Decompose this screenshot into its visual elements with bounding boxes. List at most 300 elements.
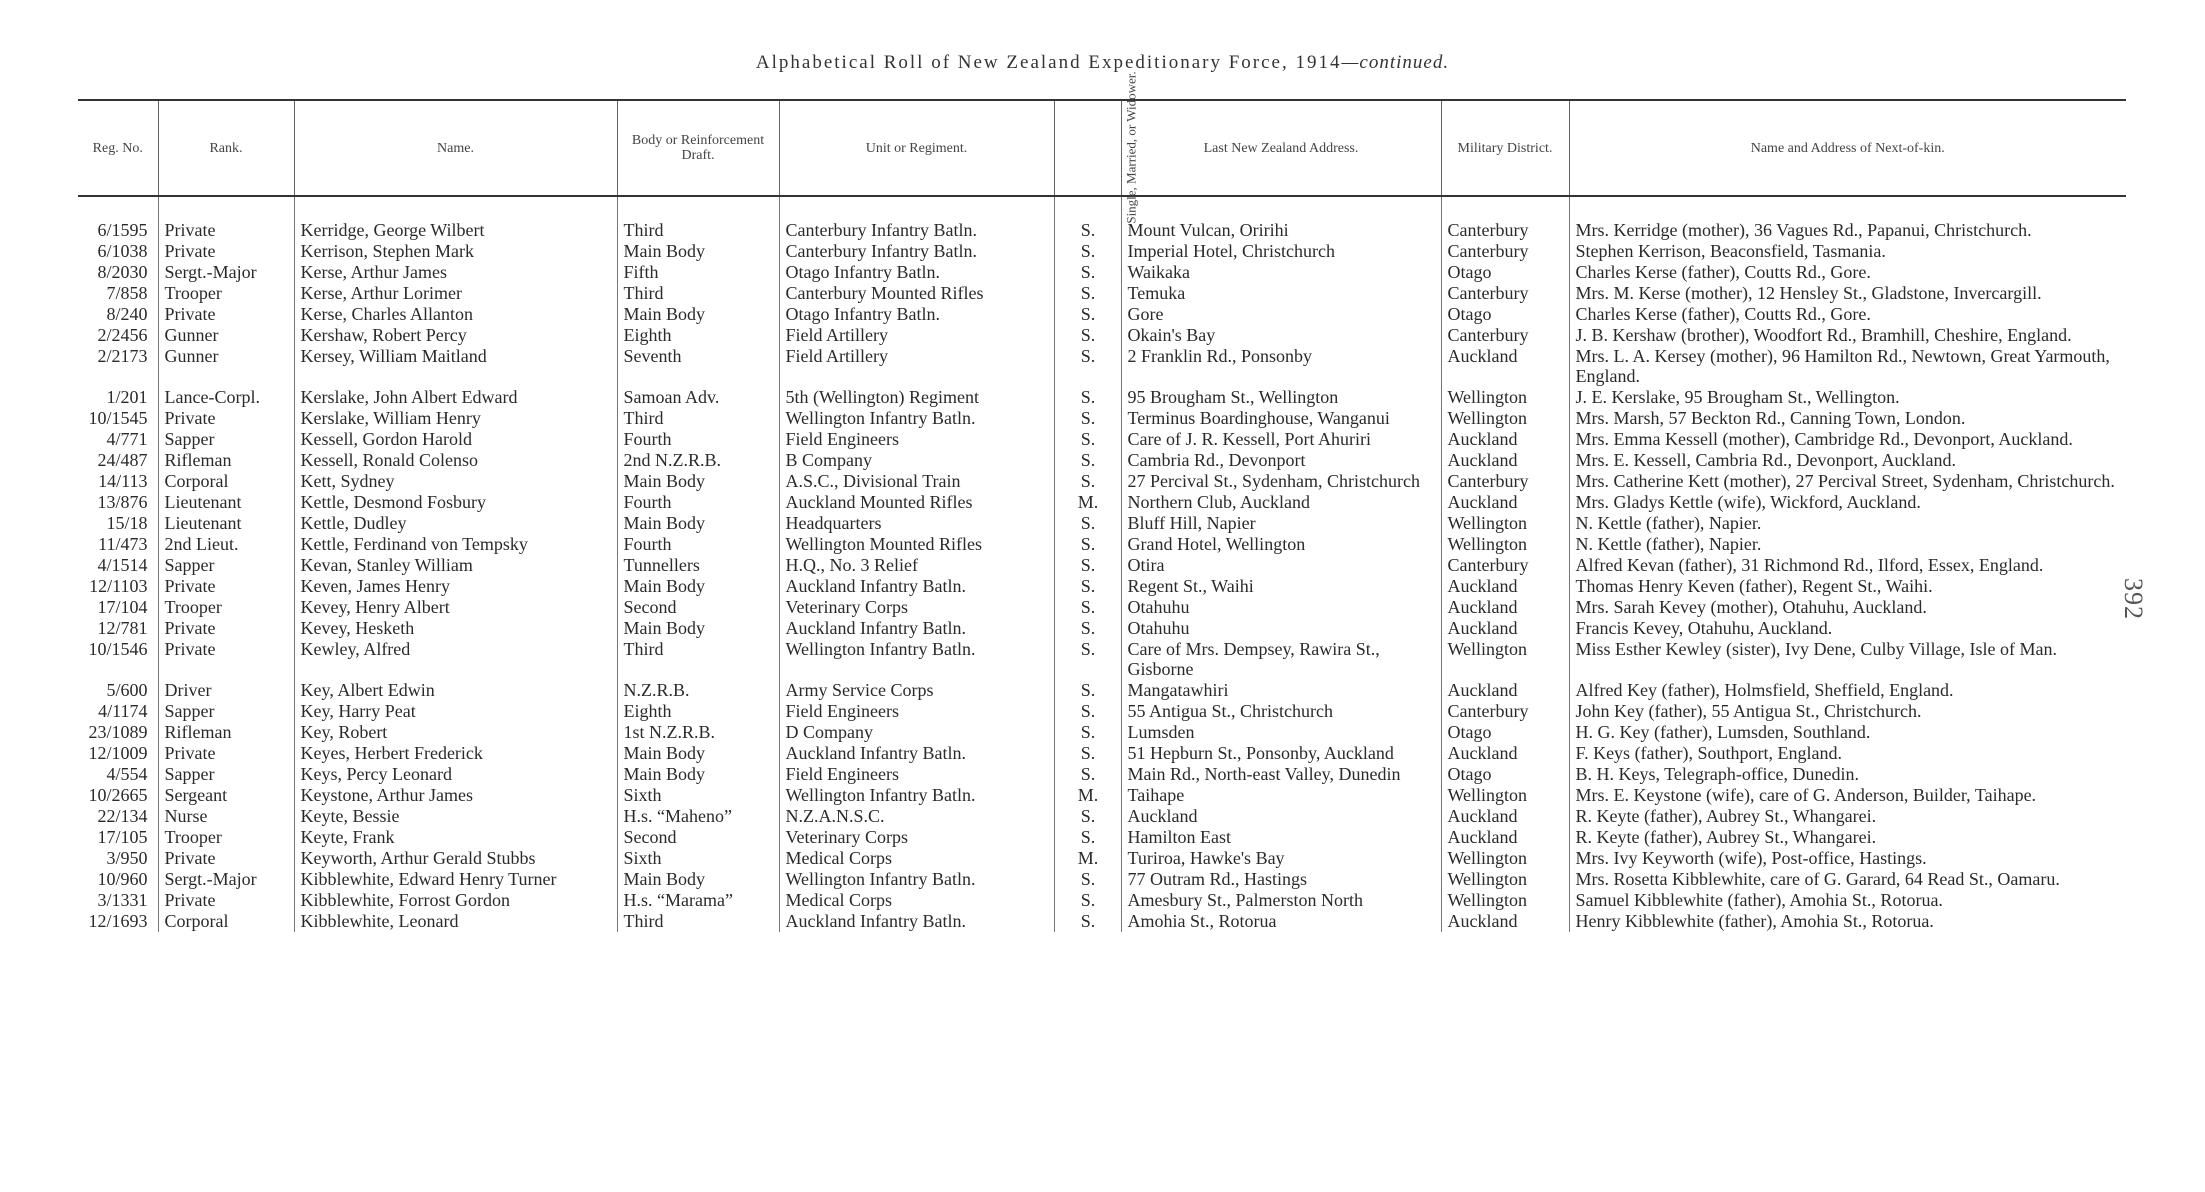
address-cell: Terminus Boardinghouse, Wanganui [1121, 408, 1441, 429]
table-row [78, 492, 2126, 513]
next-of-kin-cell: Alfred Key (father), Holmsfield, Sheffield, England. [1575, 680, 1954, 700]
address-cell: 27 Percival St., Sydenham, Christchurch [1121, 471, 1441, 492]
col-name: Name. [294, 100, 617, 196]
district-cell: Otago [1441, 764, 1569, 785]
name-cell: Kibblewhite, Forrost Gordon [294, 890, 617, 911]
table-row [78, 262, 2126, 283]
page-number: 392 [2119, 578, 2148, 620]
draft-cell: H.s. “Maheno” [617, 806, 779, 827]
marital-cell: S. [1054, 806, 1121, 827]
rank-cell: Private [158, 576, 294, 597]
draft-cell: Third [617, 911, 779, 932]
draft-cell: Samoan Adv. [617, 387, 779, 408]
unit-cell: Medical Corps [779, 848, 1054, 869]
district-cell: Canterbury [1441, 241, 1569, 262]
table-body [78, 196, 2126, 932]
district-cell: Wellington [1441, 534, 1569, 555]
district-cell: Canterbury [1441, 471, 1569, 492]
name-cell: Kerridge, George Wilbert [294, 220, 617, 241]
draft-cell: Main Body [617, 576, 779, 597]
marital-cell: S. [1054, 890, 1121, 911]
district-cell: Canterbury [1441, 701, 1569, 722]
rank-cell: Lieutenant [158, 513, 294, 534]
col-marital-label: Single, Married, or Widower. [1123, 70, 1139, 224]
rank-cell: Trooper [158, 597, 294, 618]
district-cell: Wellington [1441, 890, 1569, 911]
name-cell: Keyte, Frank [294, 827, 617, 848]
unit-cell: Veterinary Corps [779, 827, 1054, 848]
district-cell: Auckland [1441, 827, 1569, 848]
address-cell: Otira [1121, 555, 1441, 576]
marital-cell: S. [1054, 701, 1121, 722]
district-cell: Auckland [1441, 576, 1569, 597]
table-row [78, 764, 2126, 785]
district-cell: Wellington [1441, 408, 1569, 429]
draft-cell: Third [617, 408, 779, 429]
draft-cell: Main Body [617, 743, 779, 764]
reg-no-cell: 3/1331 [78, 890, 158, 911]
name-cell: Kibblewhite, Leonard [294, 911, 617, 932]
marital-cell: S. [1054, 304, 1121, 325]
district-cell: Auckland [1441, 806, 1569, 827]
rank-cell: Nurse [158, 806, 294, 827]
col-draft: Body or Reinforcement Draft. [617, 100, 779, 196]
table-row [78, 827, 2126, 848]
next-of-kin-cell: B. H. Keys, Telegraph-office, Dunedin. [1575, 764, 1859, 784]
col-reg-no: Reg. No. [78, 100, 158, 196]
address-cell: Amesbury St., Palmerston North [1121, 890, 1441, 911]
name-cell: Kettle, Ferdinand von Tempsky [294, 534, 617, 555]
draft-cell: Fourth [617, 429, 779, 450]
name-cell: Kerslake, John Albert Edward [294, 387, 617, 408]
draft-cell: Third [617, 220, 779, 241]
draft-cell: Main Body [617, 304, 779, 325]
reg-no-cell: 11/473 [78, 534, 158, 555]
unit-cell: H.Q., No. 3 Relief [779, 555, 1054, 576]
unit-cell: N.Z.A.N.S.C. [779, 806, 1054, 827]
table-row [78, 304, 2126, 325]
table-row [78, 429, 2126, 450]
rank-cell: Trooper [158, 283, 294, 304]
next-of-kin-cell: J. B. Kershaw (brother), Woodfort Rd., Bramhill, Cheshire, England. [1575, 325, 2072, 345]
next-of-kin-cell: Miss Esther Kewley (sister), Ivy Dene, Culby Village, Isle of Man. [1575, 639, 2057, 659]
header-spacer [78, 196, 2126, 220]
table-row [78, 869, 2126, 890]
next-of-kin-cell: Mrs. Rosetta Kibblewhite, care of G. Garard, 64 Read St., Oamaru. [1575, 869, 2060, 889]
table-row [78, 241, 2126, 262]
draft-cell: Eighth [617, 325, 779, 346]
draft-cell: Third [617, 283, 779, 304]
next-of-kin-cell: J. E. Kerslake, 95 Brougham St., Wellington. [1575, 387, 1900, 407]
marital-cell: S. [1054, 387, 1121, 408]
unit-cell: Field Artillery [779, 346, 1054, 387]
unit-cell: Field Engineers [779, 764, 1054, 785]
rank-cell: Private [158, 848, 294, 869]
address-cell: Otahuhu [1121, 618, 1441, 639]
name-cell: Kessell, Ronald Colenso [294, 450, 617, 471]
next-of-kin-cell: Mrs. Catherine Kett (mother), 27 Percival Street, Sydenham, Christchurch. [1575, 471, 2115, 491]
unit-cell: B Company [779, 450, 1054, 471]
address-cell: Mangatawhiri [1121, 680, 1441, 701]
marital-cell: S. [1054, 680, 1121, 701]
rank-cell: Gunner [158, 325, 294, 346]
unit-cell: Wellington Infantry Batln. [779, 869, 1054, 890]
name-cell: Keyworth, Arthur Gerald Stubbs [294, 848, 617, 869]
address-cell: 2 Franklin Rd., Ponsonby [1121, 346, 1441, 387]
unit-cell: 5th (Wellington) Regiment [779, 387, 1054, 408]
district-cell: Canterbury [1441, 220, 1569, 241]
unit-cell: A.S.C., Divisional Train [779, 471, 1054, 492]
reg-no-cell: 17/104 [78, 597, 158, 618]
table-row [78, 743, 2126, 764]
name-cell: Kessell, Gordon Harold [294, 429, 617, 450]
rank-cell: Sapper [158, 555, 294, 576]
table-row [78, 283, 2126, 304]
reg-no-cell: 4/1174 [78, 701, 158, 722]
marital-cell: S. [1054, 639, 1121, 680]
unit-cell: Veterinary Corps [779, 597, 1054, 618]
unit-cell: Auckland Infantry Batln. [779, 576, 1054, 597]
unit-cell: Canterbury Mounted Rifles [779, 283, 1054, 304]
reg-no-cell: 6/1595 [78, 220, 158, 241]
rank-cell: Corporal [158, 911, 294, 932]
rank-cell: Sergeant [158, 785, 294, 806]
rank-cell: Private [158, 304, 294, 325]
rank-cell: Sergt.-Major [158, 869, 294, 890]
draft-cell: 1st N.Z.R.B. [617, 722, 779, 743]
marital-cell: S. [1054, 722, 1121, 743]
district-cell: Wellington [1441, 869, 1569, 890]
table-row [78, 722, 2126, 743]
district-cell: Canterbury [1441, 283, 1569, 304]
rank-cell: Rifleman [158, 450, 294, 471]
district-cell: Otago [1441, 262, 1569, 283]
col-rank: Rank. [158, 100, 294, 196]
reg-no-cell: 10/960 [78, 869, 158, 890]
name-cell: Kerslake, William Henry [294, 408, 617, 429]
unit-cell: Auckland Infantry Batln. [779, 911, 1054, 932]
address-cell: Cambria Rd., Devonport [1121, 450, 1441, 471]
marital-cell: S. [1054, 283, 1121, 304]
next-of-kin-cell: F. Keys (father), Southport, England. [1575, 743, 1843, 763]
unit-cell: Wellington Mounted Rifles [779, 534, 1054, 555]
address-cell: Amohia St., Rotorua [1121, 911, 1441, 932]
address-cell: Northern Club, Auckland [1121, 492, 1441, 513]
name-cell: Key, Harry Peat [294, 701, 617, 722]
rank-cell: Lieutenant [158, 492, 294, 513]
name-cell: Kerse, Arthur James [294, 262, 617, 283]
address-cell: Auckland [1121, 806, 1441, 827]
draft-cell: Fourth [617, 534, 779, 555]
rank-cell: Lance-Corpl. [158, 387, 294, 408]
rank-cell: Sapper [158, 701, 294, 722]
col-unit: Unit or Regiment. [779, 100, 1054, 196]
draft-cell: Third [617, 639, 779, 680]
reg-no-cell: 3/950 [78, 848, 158, 869]
address-cell: Care of Mrs. Dempsey, Rawira St., Gisborne [1121, 639, 1441, 680]
draft-cell: Eighth [617, 701, 779, 722]
rank-cell: Private [158, 241, 294, 262]
name-cell: Kett, Sydney [294, 471, 617, 492]
table-row [78, 597, 2126, 618]
table-row [78, 848, 2126, 869]
marital-cell: S. [1054, 743, 1121, 764]
table-row [78, 911, 2126, 932]
unit-cell: Auckland Mounted Rifles [779, 492, 1054, 513]
marital-cell: S. [1054, 827, 1121, 848]
district-cell: Wellington [1441, 513, 1569, 534]
marital-cell: M. [1054, 848, 1121, 869]
reg-no-cell: 2/2456 [78, 325, 158, 346]
name-cell: Kettle, Desmond Fosbury [294, 492, 617, 513]
marital-cell: S. [1054, 220, 1121, 241]
name-cell: Kerse, Charles Allanton [294, 304, 617, 325]
next-of-kin-cell: N. Kettle (father), Napier. [1575, 513, 1762, 533]
unit-cell: Headquarters [779, 513, 1054, 534]
district-cell: Auckland [1441, 618, 1569, 639]
next-of-kin-cell: John Key (father), 55 Antigua St., Christchurch. [1575, 701, 1922, 721]
next-of-kin-cell: Mrs. E. Keystone (wife), care of G. Anderson, Builder, Taihape. [1575, 785, 2037, 805]
page-title [0, 52, 2205, 74]
name-cell: Keystone, Arthur James [294, 785, 617, 806]
next-of-kin-cell: R. Keyte (father), Aubrey St., Whangarei. [1575, 827, 1877, 847]
reg-no-cell: 8/240 [78, 304, 158, 325]
unit-cell: Otago Infantry Batln. [779, 262, 1054, 283]
unit-cell: Army Service Corps [779, 680, 1054, 701]
table-row [78, 618, 2126, 639]
rank-cell: Rifleman [158, 722, 294, 743]
address-cell: 77 Outram Rd., Hastings [1121, 869, 1441, 890]
address-cell: 95 Brougham St., Wellington [1121, 387, 1441, 408]
name-cell: Key, Albert Edwin [294, 680, 617, 701]
address-cell: Lumsden [1121, 722, 1441, 743]
draft-cell: Main Body [617, 764, 779, 785]
table-row [78, 450, 2126, 471]
address-cell: Turiroa, Hawke's Bay [1121, 848, 1441, 869]
district-cell: Wellington [1441, 639, 1569, 680]
address-cell: 51 Hepburn St., Ponsonby, Auckland [1121, 743, 1441, 764]
marital-cell: S. [1054, 262, 1121, 283]
marital-cell: S. [1054, 555, 1121, 576]
next-of-kin-cell: Alfred Kevan (father), 31 Richmond Rd., Ilford, Essex, England. [1575, 555, 2044, 575]
draft-cell: Tunnellers [617, 555, 779, 576]
table-row [78, 890, 2126, 911]
unit-cell: Canterbury Infantry Batln. [779, 220, 1054, 241]
table-row [78, 387, 2126, 408]
roll-table [78, 70, 2126, 932]
district-cell: Auckland [1441, 346, 1569, 387]
draft-cell: N.Z.R.B. [617, 680, 779, 701]
reg-no-cell: 2/2173 [78, 346, 158, 387]
reg-no-cell: 10/1545 [78, 408, 158, 429]
next-of-kin-cell: Charles Kerse (father), Coutts Rd., Gore. [1575, 262, 1871, 282]
district-cell: Canterbury [1441, 325, 1569, 346]
marital-cell: S. [1054, 429, 1121, 450]
col-marital [1054, 70, 1139, 224]
address-cell: Okain's Bay [1121, 325, 1441, 346]
draft-cell: H.s. “Marama” [617, 890, 779, 911]
marital-cell: S. [1054, 764, 1121, 785]
draft-cell: Second [617, 827, 779, 848]
reg-no-cell: 7/858 [78, 283, 158, 304]
table-row [78, 555, 2126, 576]
address-cell: Hamilton East [1121, 827, 1441, 848]
unit-cell: Auckland Infantry Batln. [779, 743, 1054, 764]
district-cell: Wellington [1441, 848, 1569, 869]
marital-cell: M. [1054, 785, 1121, 806]
address-cell: Imperial Hotel, Christchurch [1121, 241, 1441, 262]
reg-no-cell: 22/134 [78, 806, 158, 827]
marital-cell: S. [1054, 911, 1121, 932]
rank-cell: Private [158, 408, 294, 429]
district-cell: Auckland [1441, 450, 1569, 471]
rank-cell: Private [158, 220, 294, 241]
draft-cell: Sixth [617, 848, 779, 869]
table-row [78, 534, 2126, 555]
district-cell: Auckland [1441, 743, 1569, 764]
unit-cell: Otago Infantry Batln. [779, 304, 1054, 325]
next-of-kin-cell: R. Keyte (father), Aubrey St., Whangarei. [1575, 806, 1877, 826]
reg-no-cell: 5/600 [78, 680, 158, 701]
reg-no-cell: 14/113 [78, 471, 158, 492]
rank-cell: Sapper [158, 764, 294, 785]
name-cell: Key, Robert [294, 722, 617, 743]
draft-cell: Main Body [617, 241, 779, 262]
draft-cell: Main Body [617, 471, 779, 492]
draft-cell: Seventh [617, 346, 779, 387]
marital-cell: S. [1054, 534, 1121, 555]
district-cell: Wellington [1441, 387, 1569, 408]
next-of-kin-cell: Mrs. E. Kessell, Cambria Rd., Devonport, Auckland. [1575, 450, 1956, 470]
district-cell: Auckland [1441, 597, 1569, 618]
next-of-kin-cell: Mrs. Marsh, 57 Beckton Rd., Canning Town, London. [1575, 408, 1966, 428]
district-cell: Auckland [1441, 680, 1569, 701]
name-cell: Keys, Percy Leonard [294, 764, 617, 785]
reg-no-cell: 23/1089 [78, 722, 158, 743]
rank-cell: Trooper [158, 827, 294, 848]
table-row [78, 346, 2126, 387]
col-next-of-kin: Name and Address of Next-of-kin. [1569, 100, 2126, 196]
unit-cell: Field Engineers [779, 429, 1054, 450]
unit-cell: Wellington Infantry Batln. [779, 639, 1054, 680]
table-row [78, 639, 2126, 680]
reg-no-cell: 17/105 [78, 827, 158, 848]
next-of-kin-cell: Mrs. Ivy Keyworth (wife), Post-office, Hastings. [1575, 848, 1927, 868]
marital-cell: S. [1054, 241, 1121, 262]
name-cell: Keyes, Herbert Frederick [294, 743, 617, 764]
marital-cell: S. [1054, 618, 1121, 639]
address-cell: Main Rd., North-east Valley, Dunedin [1121, 764, 1441, 785]
next-of-kin-cell: Mrs. Emma Kessell (mother), Cambridge Rd., Devonport, Auckland. [1575, 429, 2073, 449]
unit-cell: Auckland Infantry Batln. [779, 618, 1054, 639]
unit-cell: Field Engineers [779, 701, 1054, 722]
unit-cell: Wellington Infantry Batln. [779, 785, 1054, 806]
address-cell: Gore [1121, 304, 1441, 325]
rank-cell: Driver [158, 680, 294, 701]
address-cell: Waikaka [1121, 262, 1441, 283]
unit-cell: Canterbury Infantry Batln. [779, 241, 1054, 262]
table-row [78, 220, 2126, 241]
title-suffix: —continued. [1341, 52, 1450, 73]
address-cell: Otahuhu [1121, 597, 1441, 618]
marital-cell: S. [1054, 408, 1121, 429]
table-row [78, 680, 2126, 701]
reg-no-cell: 13/876 [78, 492, 158, 513]
next-of-kin-cell: Charles Kerse (father), Coutts Rd., Gore. [1575, 304, 1871, 324]
marital-cell: S. [1054, 597, 1121, 618]
next-of-kin-cell: Mrs. Sarah Kevey (mother), Otahuhu, Auckland. [1575, 597, 1927, 617]
reg-no-cell: 10/1546 [78, 639, 158, 680]
reg-no-cell: 6/1038 [78, 241, 158, 262]
address-cell: 55 Antigua St., Christchurch [1121, 701, 1441, 722]
rank-cell: Sergt.-Major [158, 262, 294, 283]
name-cell: Kewley, Alfred [294, 639, 617, 680]
name-cell: Kettle, Dudley [294, 513, 617, 534]
district-cell: Wellington [1441, 785, 1569, 806]
rank-cell: Sapper [158, 429, 294, 450]
table-row [78, 701, 2126, 722]
reg-no-cell: 1/201 [78, 387, 158, 408]
marital-cell: S. [1054, 513, 1121, 534]
reg-no-cell: 4/1514 [78, 555, 158, 576]
reg-no-cell: 10/2665 [78, 785, 158, 806]
reg-no-cell: 8/2030 [78, 262, 158, 283]
reg-no-cell: 12/781 [78, 618, 158, 639]
draft-cell: 2nd N.Z.R.B. [617, 450, 779, 471]
address-cell: Grand Hotel, Wellington [1121, 534, 1441, 555]
district-cell: Canterbury [1441, 555, 1569, 576]
address-cell: Regent St., Waihi [1121, 576, 1441, 597]
table-row [78, 806, 2126, 827]
address-cell: Mount Vulcan, Oririhi [1121, 220, 1441, 241]
next-of-kin-cell: Stephen Kerrison, Beaconsfield, Tasmania. [1575, 241, 1886, 261]
reg-no-cell: 4/554 [78, 764, 158, 785]
rank-cell: Corporal [158, 471, 294, 492]
reg-no-cell: 24/487 [78, 450, 158, 471]
draft-cell: Fifth [617, 262, 779, 283]
next-of-kin-cell: Mrs. Kerridge (mother), 36 Vagues Rd., Papanui, Christchurch. [1575, 220, 2032, 240]
draft-cell: Main Body [617, 618, 779, 639]
name-cell: Kevey, Henry Albert [294, 597, 617, 618]
next-of-kin-cell: Mrs. Gladys Kettle (wife), Wickford, Auckland. [1575, 492, 1921, 512]
next-of-kin-cell: Mrs. M. Kerse (mother), 12 Hensley St., Gladstone, Invercargill. [1575, 283, 2042, 303]
unit-cell: Medical Corps [779, 890, 1054, 911]
table-row [78, 513, 2126, 534]
draft-cell: Main Body [617, 513, 779, 534]
address-cell: Temuka [1121, 283, 1441, 304]
table-row [78, 325, 2126, 346]
name-cell: Kershaw, Robert Percy [294, 325, 617, 346]
marital-cell: S. [1054, 576, 1121, 597]
draft-cell: Fourth [617, 492, 779, 513]
reg-no-cell: 12/1103 [78, 576, 158, 597]
marital-cell: S. [1054, 450, 1121, 471]
name-cell: Kersey, William Maitland [294, 346, 617, 387]
reg-no-cell: 15/18 [78, 513, 158, 534]
reg-no-cell: 12/1009 [78, 743, 158, 764]
marital-cell: S. [1054, 325, 1121, 346]
table-row [78, 785, 2126, 806]
address-cell: Care of J. R. Kessell, Port Ahuriri [1121, 429, 1441, 450]
address-cell: Taihape [1121, 785, 1441, 806]
unit-cell: D Company [779, 722, 1054, 743]
table-row [78, 471, 2126, 492]
next-of-kin-cell: N. Kettle (father), Napier. [1575, 534, 1762, 554]
reg-no-cell: 12/1693 [78, 911, 158, 932]
district-cell: Auckland [1441, 429, 1569, 450]
unit-cell: Wellington Infantry Batln. [779, 408, 1054, 429]
name-cell: Kevan, Stanley William [294, 555, 617, 576]
